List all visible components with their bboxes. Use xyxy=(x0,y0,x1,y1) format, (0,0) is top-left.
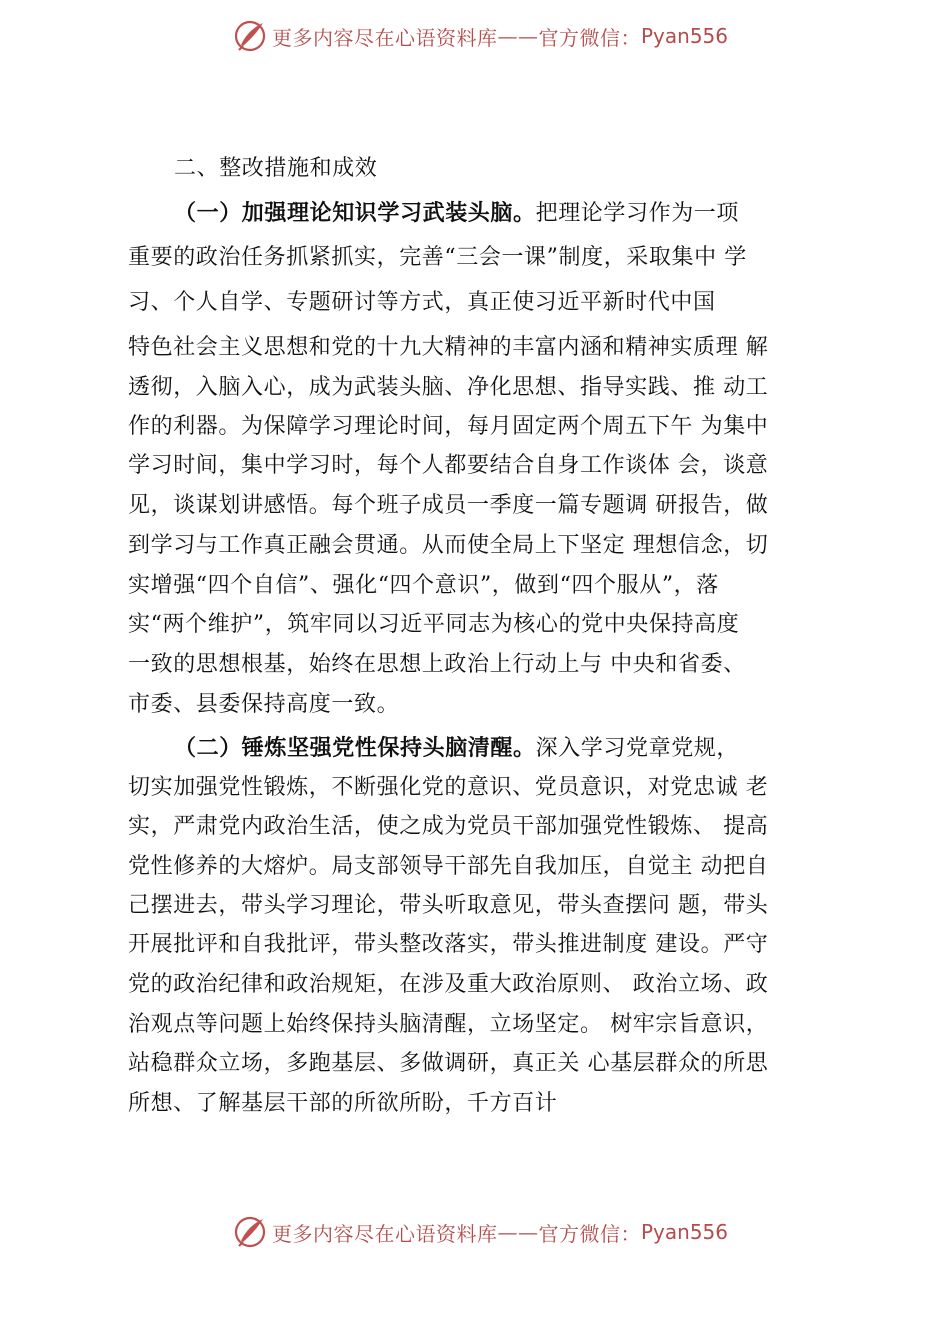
paragraph-1-line: 学习时间，集中学习时，每个人都要结合自身工作谈体 会，谈意 xyxy=(128,453,769,478)
paragraph-2-line: 切实加强党性锻炼，不断强化党的意识、党员意识，对党忠诚 老 xyxy=(128,775,769,800)
wechat-id: Pyan556 xyxy=(641,1220,729,1244)
paragraph-2-heading: （二）锤炼坚强党性保持头脑清醒。 xyxy=(174,736,536,761)
site-name: 更多内容尽在心语资料库 xyxy=(272,1221,498,1246)
separator-dash: —— xyxy=(497,24,539,48)
paragraph-2-line: 实，严肃党内政治生活，使之成为党员干部加强党性锻炼、 提高 xyxy=(128,814,769,839)
site-name: 更多内容尽在心语资料库 xyxy=(272,25,498,50)
paragraph-1-first-line xyxy=(174,199,739,229)
paragraph-1-line: 作的利器。为保障学习理论时间，每月固定两个周五下午 为集中 xyxy=(128,414,769,439)
paragraph-1-line: 习、个人自学、专题研讨等方式，真正使习近平新时代中国 xyxy=(128,290,716,315)
paragraph-1-heading: （一）加强理论知识学习武装头脑。 xyxy=(174,201,536,226)
separator-dash: —— xyxy=(497,1220,539,1244)
wechat-label: 官方微信： xyxy=(538,1221,641,1246)
wechat-label: 官方微信： xyxy=(538,25,641,50)
section-title: 二、整改措施和成效 xyxy=(174,156,378,181)
footer-banner xyxy=(232,1212,728,1252)
paragraph-2-line: 党的政治纪律和政治规矩，在涉及重大政治原则、 政治立场、政 xyxy=(128,972,769,997)
feather-logo-icon xyxy=(232,18,268,54)
paragraph-1-line: 透彻，入脑入心，成为武装头脑、净化思想、指导实践、推 动工 xyxy=(128,375,769,400)
paragraph-2-line: 所想、了解基层干部的所欲所盼，千方百计 xyxy=(128,1091,558,1116)
paragraph-1-line: 市委、县委保持高度一致。 xyxy=(128,692,400,717)
paragraph-2-first-line xyxy=(174,734,739,764)
paragraph-1-line: 到学习与工作真正融会贯通。从而使全局上下坚定 理想信念，切 xyxy=(128,533,769,558)
paragraph-2-line: 开展批评和自我批评，带头整改落实，带头推进制度 建设。严守 xyxy=(128,932,769,957)
wechat-id: Pyan556 xyxy=(641,24,729,48)
paragraph-1-line: 特色社会主义思想和党的十九大精神的丰富内涵和精神实质理 解 xyxy=(128,335,769,360)
paragraph-2-line: 治观点等问题上始终保持头脑清醒，立场坚定。 树牢宗旨意识， xyxy=(128,1012,769,1037)
header-banner xyxy=(232,16,728,56)
paragraph-1-line: 见，谈谋划讲感悟。每个班子成员一季度一篇专题调 研报告，做 xyxy=(128,493,769,518)
paragraph-1-lead: 把理论学习作为一项 xyxy=(535,201,740,226)
paragraph-1-line: 实增强“四个自信”、强化“四个意识”，做到“四个服从”，落 xyxy=(128,573,719,598)
paragraph-1-line: 重要的政治任务抓紧抓实，完善“三会一课”制度，采取集中 学 xyxy=(128,245,747,270)
paragraph-2-line: 站稳群众立场，多跑基层、多做调研，真正关 心基层群众的所思 xyxy=(128,1051,769,1076)
paragraph-1-line: 一致的思想根基，始终在思想上政治上行动上与 中央和省委、 xyxy=(128,652,746,677)
paragraph-2-line: 党性修养的大熔炉。局支部领导干部先自我加压，自觉主 动把自 xyxy=(128,854,769,879)
paragraph-2-lead: 深入学习党章党规， xyxy=(535,736,740,761)
feather-logo-icon xyxy=(232,1214,268,1250)
paragraph-1-line: 实“两个维护”，筑牢同以习近平同志为核心的党中央保持高度 xyxy=(128,612,740,637)
paragraph-2-line: 己摆进去，带头学习理论，带头听取意见，带头查摆问 题，带头 xyxy=(128,893,769,918)
